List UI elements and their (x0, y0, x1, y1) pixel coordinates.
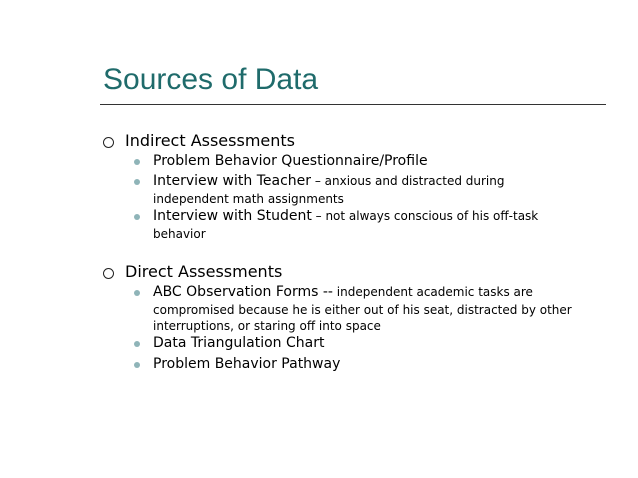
item-note-text: independent academic tasks are (332, 285, 533, 299)
item-main-text: Interview with Teacher (153, 173, 312, 189)
section-heading-direct: Direct Assessments (125, 262, 283, 281)
list-item (153, 335, 603, 352)
item-main-text: Interview with Student (153, 208, 312, 224)
item-main-text: Data Triangulation Chart (153, 335, 325, 351)
item-continuation-text: independent math assignments (153, 192, 344, 206)
item-main-text: ABC Observation Forms -- (153, 284, 333, 300)
list-item (153, 153, 603, 170)
slide-title: Sources of Data (103, 63, 319, 96)
hollow-circle-bullet-icon (103, 268, 114, 279)
item-note-text: – anxious and distracted during (311, 174, 505, 188)
list-item (153, 284, 603, 301)
dot-bullet-icon (134, 179, 140, 185)
dot-bullet-icon (134, 214, 140, 220)
list-item (153, 173, 603, 190)
item-continuation-text: compromised because he is either out of his seat, distracted by other (153, 303, 572, 317)
item-note-text: – not always conscious of his off-task (311, 209, 539, 223)
item-main-text: Problem Behavior Pathway (153, 356, 341, 372)
list-item (153, 208, 603, 225)
list-item (153, 356, 603, 373)
dot-bullet-icon (134, 290, 140, 296)
item-continuation-text: behavior (153, 227, 206, 241)
item-main-text: Problem Behavior Questionnaire/Profile (153, 153, 428, 169)
dot-bullet-icon (134, 159, 140, 165)
item-continuation-text: interruptions, or staring off into space (153, 319, 381, 333)
hollow-circle-bullet-icon (103, 137, 114, 148)
dot-bullet-icon (134, 362, 140, 368)
section-heading-indirect: Indirect Assessments (125, 131, 295, 150)
dot-bullet-icon (134, 341, 140, 347)
title-divider (100, 104, 606, 105)
